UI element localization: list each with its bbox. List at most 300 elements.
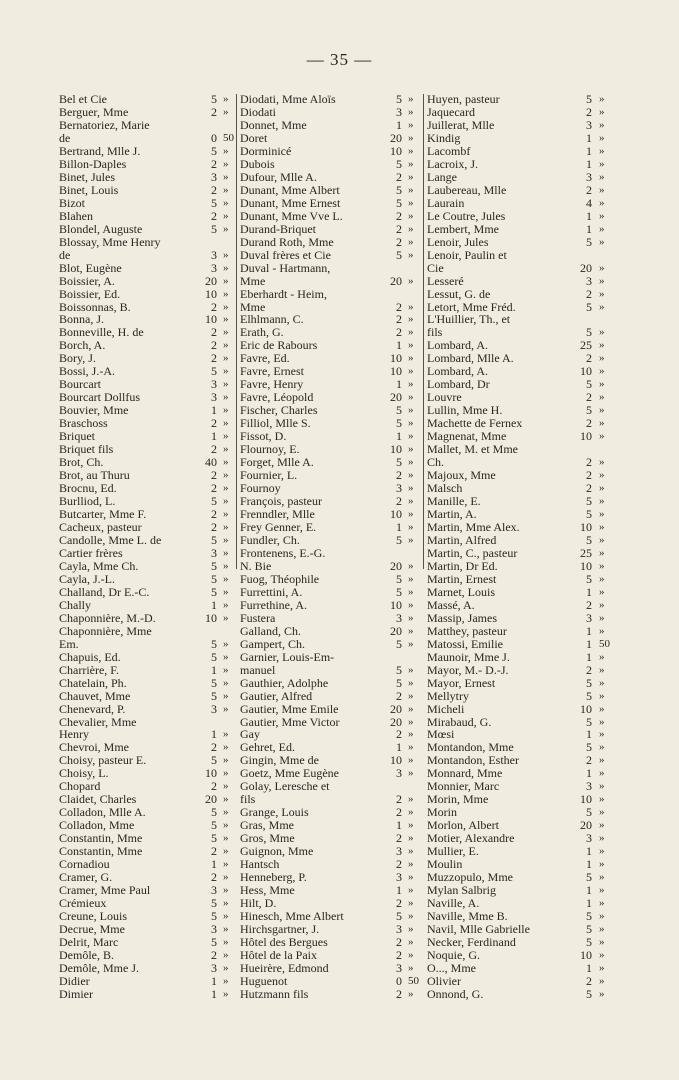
amount-cents: »	[599, 391, 605, 404]
subscriber-name: Gras, Mme	[240, 818, 294, 833]
subscriber-name: Hilt, D.	[240, 896, 277, 911]
amount-cents: 50	[599, 637, 610, 650]
amount-cents: »	[599, 832, 605, 845]
amount-francs: 20	[390, 558, 402, 573]
subscriber-name: Olivier	[427, 973, 461, 988]
amount-francs: 2	[396, 727, 402, 742]
subscriber-name: Lombard, A.	[427, 364, 488, 379]
amount-cents: »	[223, 961, 229, 974]
amount-francs: 10	[390, 364, 402, 379]
amount-francs: 10	[580, 558, 592, 573]
amount-cents: »	[408, 196, 414, 209]
list-item	[240, 625, 420, 638]
subscriber-name: Bory, J.	[59, 351, 96, 366]
list-item	[240, 249, 420, 262]
subscriber-name: Hueirère, Edmond	[240, 960, 329, 975]
list-item	[240, 988, 420, 1001]
amount-cents: »	[408, 456, 414, 469]
subscriber-name: Letort, Mme Fréd.	[427, 299, 516, 314]
amount-cents: »	[599, 935, 605, 948]
amount-francs: 2	[396, 688, 402, 703]
amount-cents: »	[408, 118, 414, 131]
subscriber-name: Henry	[59, 727, 89, 742]
amount-cents: »	[223, 196, 229, 209]
amount-francs: 2	[211, 507, 217, 521]
amount-francs: 1	[211, 662, 217, 677]
list-item	[427, 962, 617, 975]
amount-cents: »	[599, 806, 605, 819]
amount-cents: »	[408, 624, 414, 637]
amount-francs: 25	[580, 545, 592, 560]
amount-francs: 3	[211, 922, 217, 936]
amount-cents: »	[223, 871, 229, 884]
amount-cents: »	[408, 923, 414, 935]
subscriber-name: Goetz, Mme Eugène	[240, 766, 339, 781]
amount-cents: »	[223, 274, 229, 287]
list-item	[240, 119, 420, 132]
list-item	[240, 210, 420, 223]
amount-cents: »	[408, 845, 414, 858]
subscriber-name: Monnard, Mme	[427, 766, 503, 781]
amount-cents: »	[599, 326, 605, 339]
amount-francs: 2	[396, 831, 402, 846]
subscriber-name: Cayla, J.-L.	[59, 571, 115, 586]
amount-cents: »	[223, 170, 229, 183]
list-item	[59, 158, 235, 171]
subscriber-name: Bonneville, H. de	[59, 325, 144, 340]
list-item	[59, 612, 235, 625]
amount-francs: 2	[396, 325, 402, 340]
subscriber-name: Guignon, Mme	[240, 844, 314, 859]
amount-cents: »	[408, 209, 414, 222]
list-item	[240, 703, 420, 716]
subscriber-name: Fischer, Charles	[240, 403, 318, 418]
subscriber-name: Mayor, M.- D.-J.	[427, 662, 509, 677]
amount-cents: »	[223, 689, 229, 702]
amount-francs: 1	[586, 844, 592, 859]
subscriber-name: Chopard	[59, 779, 101, 794]
amount-cents: »	[223, 404, 229, 417]
amount-francs: 5	[586, 922, 592, 936]
amount-cents: »	[408, 884, 414, 897]
amount-cents: »	[408, 715, 414, 728]
list-item	[59, 975, 235, 988]
subscriber-name: Kindig	[427, 130, 461, 145]
list-item	[240, 560, 420, 573]
amount-cents: »	[408, 663, 414, 676]
list-item	[240, 521, 420, 534]
amount-francs: 3	[586, 169, 592, 184]
amount-cents: »	[223, 456, 229, 469]
list-item	[240, 288, 420, 301]
amount-cents: »	[223, 767, 229, 780]
amount-francs: 2	[211, 182, 217, 197]
list-item	[427, 664, 617, 677]
amount-francs: 25	[580, 338, 592, 353]
subscriber-name: Chenevard, P.	[59, 701, 126, 716]
amount-francs: 1	[396, 377, 402, 392]
amount-francs: 3	[586, 610, 592, 625]
amount-cents: »	[408, 352, 414, 365]
amount-francs: 0	[396, 973, 402, 988]
amount-francs: 5	[211, 636, 217, 651]
subscriber-name: Berguer, Mme	[59, 104, 129, 119]
subscriber-name: Eberhardt - Heim,	[240, 286, 327, 301]
column-divider	[423, 94, 424, 569]
amount-francs: 5	[586, 740, 592, 755]
amount-cents: »	[223, 495, 229, 508]
amount-francs: 10	[205, 312, 217, 327]
amount-francs: 3	[586, 273, 592, 288]
subscriber-name: Bizot	[59, 195, 85, 210]
amount-francs: 2	[211, 338, 217, 353]
subscriber-name: Fundler, Ch.	[240, 532, 300, 547]
amount-cents: »	[599, 793, 605, 806]
amount-francs: 1	[211, 986, 217, 1001]
amount-francs: 5	[396, 182, 402, 197]
amount-cents: »	[599, 624, 605, 637]
list-item	[240, 612, 420, 625]
amount-francs: 2	[396, 299, 402, 314]
amount-cents: »	[408, 832, 414, 845]
amount-cents: »	[599, 274, 605, 287]
amount-cents: »	[408, 469, 414, 482]
amount-francs: 10	[580, 792, 592, 807]
list-item	[59, 962, 235, 975]
amount-francs: 3	[211, 377, 217, 392]
list-item	[427, 703, 617, 716]
amount-cents: »	[223, 300, 229, 313]
list-item	[240, 962, 420, 975]
list-item	[59, 132, 235, 145]
amount-cents: »	[223, 858, 229, 871]
amount-cents: »	[408, 793, 414, 806]
amount-francs: 2	[396, 208, 402, 223]
subscriber-name: Burlliod, L.	[59, 494, 116, 509]
amount-cents: »	[599, 676, 605, 689]
list-item	[59, 573, 235, 586]
subscriber-name: Didier	[59, 973, 90, 988]
amount-francs: 1	[586, 221, 592, 236]
amount-cents: »	[599, 598, 605, 611]
subscriber-name: Cornadiou	[59, 857, 110, 872]
list-item	[240, 975, 420, 988]
amount-cents: »	[599, 183, 605, 196]
list-item	[240, 949, 420, 962]
amount-francs: 3	[586, 831, 592, 846]
list-item	[240, 106, 420, 119]
amount-francs: 2	[211, 104, 217, 119]
list-item	[427, 638, 617, 651]
amount-cents: »	[408, 637, 414, 650]
amount-cents: »	[408, 598, 414, 611]
list-item	[59, 988, 235, 1001]
amount-francs: 2	[396, 468, 402, 483]
subscriber-name: Fissot, D.	[240, 429, 287, 444]
subscriber-name: fils	[240, 792, 256, 807]
amount-francs: 1	[396, 883, 402, 898]
list-item	[59, 560, 235, 573]
amount-francs: 2	[586, 455, 592, 470]
amount-cents: »	[408, 754, 414, 767]
list-item	[59, 703, 235, 716]
amount-francs: 2	[586, 390, 592, 405]
amount-cents: »	[599, 884, 605, 897]
amount-francs: 10	[390, 143, 402, 158]
amount-francs: 2	[586, 662, 592, 677]
amount-cents: »	[408, 767, 414, 780]
list-item	[427, 690, 617, 703]
subscriber-name: Martin, A.	[427, 507, 477, 521]
list-item	[240, 132, 420, 145]
amount-cents: »	[223, 572, 229, 585]
subscriber-name: Machette de Fernex	[427, 416, 523, 431]
subscriber-name: Gautier, Mme Victor	[240, 714, 340, 729]
amount-cents: »	[223, 780, 229, 793]
subscriber-name: L'Huillier, Th., et	[427, 312, 511, 327]
subscriber-name: Massip, James	[427, 610, 497, 625]
amount-francs: 2	[211, 325, 217, 340]
amount-cents: »	[223, 728, 229, 741]
amount-francs: 3	[396, 610, 402, 625]
subscriber-name: Golay, Leresche et	[240, 779, 330, 794]
subscriber-name: Demôle, Mme J.	[59, 960, 139, 975]
amount-cents: »	[408, 676, 414, 689]
subscriber-name: Bonna, J.	[59, 312, 104, 327]
subscriber-name: Cramer, Mme Paul	[59, 883, 151, 898]
amount-francs: 3	[211, 701, 217, 716]
amount-francs: 1	[211, 727, 217, 742]
subscriber-name: Gautier, Alfred	[240, 688, 313, 703]
amount-francs: 3	[396, 104, 402, 119]
amount-francs: 10	[205, 766, 217, 781]
amount-cents: »	[223, 819, 229, 832]
subscriber-name: Martin, Alfred	[427, 532, 497, 547]
amount-francs: 5	[586, 234, 592, 249]
list-item	[240, 651, 420, 664]
amount-cents: »	[408, 948, 414, 961]
amount-cents: »	[408, 93, 414, 105]
amount-francs: 5	[586, 377, 592, 392]
subscriber-name: Gay	[240, 727, 260, 742]
amount-cents: »	[599, 495, 605, 508]
amount-cents: »	[408, 430, 414, 443]
amount-francs: 5	[586, 986, 592, 1001]
list-item	[59, 534, 235, 547]
amount-francs: 5	[586, 403, 592, 418]
amount-francs: 5	[586, 805, 592, 820]
amount-cents: »	[408, 897, 414, 910]
amount-francs: 40	[205, 455, 217, 470]
list-item	[427, 210, 617, 223]
amount-cents: »	[223, 391, 229, 404]
amount-cents: »	[408, 170, 414, 183]
amount-francs: 2	[211, 481, 217, 496]
list-item	[427, 236, 617, 249]
amount-francs: 0	[211, 130, 217, 145]
list-item	[59, 651, 235, 664]
amount-cents: »	[223, 741, 229, 754]
subscriber-name: Brocnu, Ed.	[59, 481, 117, 496]
subscriber-name: Ch.	[427, 455, 445, 470]
list-item	[427, 184, 617, 197]
subscriber-name: Monnier, Marc	[427, 779, 500, 794]
amount-francs: 10	[205, 286, 217, 301]
amount-cents: »	[223, 482, 229, 495]
amount-cents: »	[408, 222, 414, 235]
subscriber-name: Martin, C., pasteur	[427, 545, 518, 560]
amount-francs: 3	[211, 960, 217, 975]
amount-cents: »	[408, 443, 414, 456]
amount-francs: 3	[211, 169, 217, 184]
amount-francs: 2	[211, 947, 217, 962]
amount-cents: »	[599, 482, 605, 495]
amount-cents: »	[408, 935, 414, 948]
list-item	[240, 223, 420, 236]
subscriber-name: Boissier, Ed.	[59, 286, 121, 301]
amount-cents: »	[223, 339, 229, 352]
amount-cents: »	[599, 261, 605, 274]
amount-francs: 20	[580, 260, 592, 275]
subscriber-name: Filliol, Mlle S.	[240, 416, 311, 431]
amount-francs: 1	[211, 857, 217, 872]
subscriber-name: Duval frères et Cie	[240, 247, 331, 262]
amount-francs: 1	[586, 857, 592, 872]
amount-cents: »	[408, 131, 414, 144]
amount-francs: 5	[396, 675, 402, 690]
subscriber-name: Butcarter, Mme F.	[59, 507, 147, 521]
amount-francs: 5	[211, 195, 217, 210]
amount-francs: 2	[586, 973, 592, 988]
amount-francs: 5	[211, 896, 217, 911]
subscriber-name: Briquet fils	[59, 442, 114, 457]
subscriber-name: Frenndler, Mlle	[240, 507, 315, 521]
subscriber-name: Mme	[240, 273, 266, 288]
subscriber-name: Blossay, Mme Henry	[59, 234, 161, 249]
list-item	[240, 664, 420, 677]
amount-francs: 3	[396, 870, 402, 885]
subscriber-name: Mullier, E.	[427, 844, 479, 859]
subscriber-name: Mayor, Ernest	[427, 675, 496, 690]
list-item	[427, 547, 617, 560]
amount-francs: 3	[211, 883, 217, 898]
subscriber-name: Chapuis, Ed.	[59, 649, 121, 664]
amount-francs: 1	[211, 429, 217, 444]
list-item	[427, 560, 617, 573]
amount-cents: »	[599, 987, 605, 1000]
amount-cents: »	[599, 339, 605, 352]
list-item	[240, 171, 420, 184]
amount-cents: »	[408, 806, 414, 819]
amount-cents: »	[223, 365, 229, 378]
amount-francs: 3	[211, 545, 217, 560]
list-item	[240, 262, 420, 275]
subscriber-name: Furrettini, A.	[240, 584, 303, 599]
subscriber-name: Chaponnière, M.-D.	[59, 610, 156, 625]
subscriber-name: Briquet	[59, 429, 95, 444]
list-item	[59, 119, 235, 132]
subscriber-name: Matthey, pasteur	[427, 623, 507, 638]
list-item	[427, 651, 617, 664]
list-item	[427, 988, 617, 1001]
amount-cents: »	[223, 417, 229, 430]
subscriber-name: Chally	[59, 597, 91, 612]
subscriber-name: Forget, Mlle A.	[240, 455, 314, 470]
amount-francs: 1	[586, 130, 592, 145]
amount-francs: 5	[211, 934, 217, 949]
subscriber-name: Motier, Alexandre	[427, 831, 515, 846]
list-item	[59, 106, 235, 119]
amount-cents: »	[408, 183, 414, 196]
amount-cents: »	[223, 326, 229, 339]
list-item	[59, 262, 235, 275]
amount-francs: 5	[586, 714, 592, 729]
amount-cents: »	[408, 559, 414, 572]
amount-cents: »	[408, 741, 414, 754]
subscriber-name: Mme	[240, 299, 266, 314]
amount-cents: »	[408, 339, 414, 352]
amount-cents: »	[408, 961, 414, 974]
amount-francs: 3	[211, 390, 217, 405]
amount-francs: 1	[586, 649, 592, 664]
list-item	[427, 119, 617, 132]
amount-cents: »	[599, 611, 605, 624]
amount-francs: 10	[390, 597, 402, 612]
list-item	[59, 625, 235, 638]
amount-francs: 20	[205, 792, 217, 807]
subscriber-name: Durand Roth, Mme	[240, 234, 334, 249]
amount-francs: 1	[586, 766, 592, 781]
amount-cents: »	[223, 183, 229, 196]
subscriber-name: Morin, Mme	[427, 792, 489, 807]
amount-cents: »	[223, 144, 229, 157]
subscriber-name: Binet, Louis	[59, 182, 119, 197]
amount-cents: »	[408, 520, 414, 533]
amount-cents: »	[599, 157, 605, 170]
subscriber-name: Dubois	[240, 156, 275, 171]
amount-francs: 5	[396, 455, 402, 470]
subscriber-name: Dufour, Mlle A.	[240, 169, 317, 184]
subscriber-name: Lange	[427, 169, 457, 184]
amount-francs: 1	[586, 208, 592, 223]
subscriber-name: Delrit, Marc	[59, 934, 119, 949]
subscriber-name: Fournoy	[240, 481, 281, 496]
list-item	[59, 521, 235, 534]
subscriber-name: Borch, A.	[59, 338, 106, 353]
amount-cents: »	[408, 689, 414, 702]
amount-francs: 1	[396, 740, 402, 755]
subscriber-name: Decrue, Mme	[59, 922, 125, 936]
subscriber-name: Furrethine, A.	[240, 597, 307, 612]
amount-cents: »	[599, 533, 605, 546]
subscriber-name: Bernatoriez, Marie	[59, 117, 150, 132]
amount-francs: 5	[396, 247, 402, 262]
subscriber-name: Candolle, Mme L. de	[59, 532, 162, 547]
amount-cents: »	[223, 352, 229, 365]
list-item	[427, 197, 617, 210]
column-divider	[236, 94, 237, 569]
amount-cents: »	[599, 910, 605, 923]
amount-francs: 1	[396, 519, 402, 534]
list-item	[59, 599, 235, 612]
amount-francs: 20	[205, 273, 217, 288]
subscriber-name: Massé, A.	[427, 597, 475, 612]
amount-cents: »	[408, 858, 414, 871]
amount-francs: 5	[586, 494, 592, 509]
amount-cents: »	[408, 572, 414, 585]
list-item	[427, 949, 617, 962]
amount-francs: 5	[211, 818, 217, 833]
